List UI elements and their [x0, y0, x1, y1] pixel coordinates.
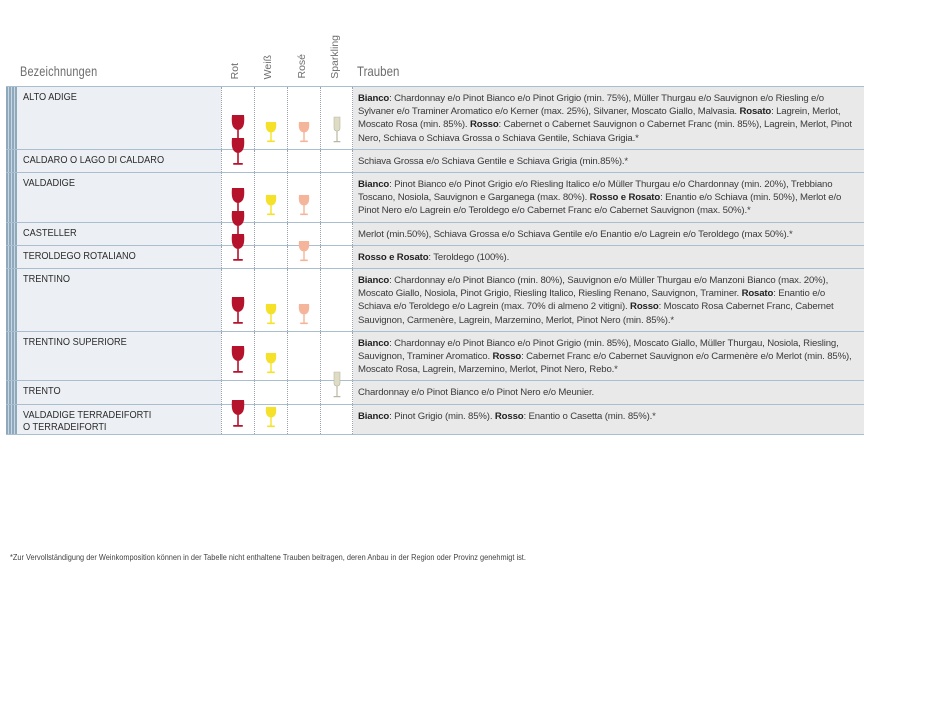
grapes-description [353, 246, 864, 268]
wine-type-label: Rosso e Rosato [589, 192, 661, 204]
cell-rose [287, 405, 320, 434]
appellation-name-line: TRENTINO [23, 274, 71, 286]
row-stripe [6, 87, 17, 149]
grapes-description [353, 87, 864, 149]
header-bezeichnungen: Bezeichnungen [20, 63, 98, 79]
wine-type-label: Bianco [358, 179, 390, 191]
cell-sparkling [320, 173, 353, 222]
appellation-name [17, 173, 221, 222]
cell-sparkling [320, 381, 353, 403]
appellation-name-line: VALDADIGE TERRADEIFORTI [23, 409, 152, 421]
wine-table [6, 86, 864, 435]
cell-sparkling [320, 150, 353, 172]
appellation-name [17, 269, 221, 331]
wine-type-label: Bianco [358, 275, 390, 287]
row-stripe [6, 173, 17, 222]
wine-type-label: Bianco [358, 410, 390, 422]
grape-text: Chardonnay e/o Pinot Bianco e/o Pinot Nero e/o Meunier. [358, 387, 595, 399]
row-stripe [6, 246, 17, 268]
table-row [6, 223, 864, 246]
grapes-description [353, 173, 864, 222]
grape-text: : Cabernet Franc e/o Cabernet Sauvignon e/o Carmenère e/o Merlot (min. 85%), Moscato Rosa, Lagrein, Marzemino, Merlot, Pinot Nero, Rebo.* [358, 351, 852, 376]
cell-weiss [254, 405, 287, 434]
cell-rose [287, 150, 320, 172]
appellation-name-line: VALDADIGE [23, 178, 75, 190]
cell-sparkling [320, 87, 353, 149]
table-row [6, 173, 864, 223]
table-row [6, 150, 864, 173]
row-stripe [6, 150, 17, 172]
grape-text: : Cabernet o Cabernet Sauvignon o Cabernet Franc (min. 85%), Lagrein, Merlot, Pinot Nero, Schiava o Schiava Grossa o Schiava Gentile, Schiava Grigia.* [358, 119, 852, 144]
appellation-name [17, 150, 221, 172]
footnote: *Zur Vervollständigung der Weinkomposition können in der Tabelle nicht enthaltene Trauben beitragen, deren Anbau in der Region oder Provinz genehmigt ist. [10, 553, 526, 562]
grape-text: : Moscato Rosa Cabernet Franc, Cabernet Sauvignon, Carmenère, Lagrein, Marzemino, Merlot, Pinot Nero (min. 85%).* [358, 301, 834, 326]
cell-sparkling [320, 223, 353, 245]
appellation-name-line: CASTELLER [23, 227, 77, 239]
grape-text: : Pinot Grigio (min. 85%). [389, 410, 495, 422]
appellation-name-line: O TERRADEIFORTI [23, 421, 107, 433]
appellation-name-line: CALDARO O LAGO DI CALDARO [23, 154, 165, 166]
appellation-name-line: ALTO ADIGE [23, 92, 77, 103]
appellation-name [17, 223, 221, 245]
grapes-description [353, 405, 864, 434]
rose-wine-glass-icon [297, 239, 311, 263]
cell-rot [221, 150, 254, 172]
cell-rose [287, 269, 320, 331]
grape-text: : Chardonnay e/o Pinot Bianco e/o Pinot Grigio (min. 75%), Müller Thurgau e/o Sauvignon e/o Riesling e/o Sylvaner e/o Traminer Aromatico e/o Kerner (max. 25%), Silvaner, Moscato Giallo, Malvasia. [358, 93, 824, 118]
table-row [6, 405, 864, 435]
rot-wine-glass-icon [230, 137, 246, 167]
rose-wine-glass-icon [297, 193, 311, 217]
grape-text: : Chardonnay e/o Pinot Bianco (min. 80%), Sauvignon e/o Müller Thurgau e/o Manzoni Bianco (max. 20%), Moscato Giallo, Nosiola, Pinot Grigio, Riesling Italico, Riesling Renano, Sauvignon, Traminer. [358, 275, 829, 300]
cell-rot [221, 405, 254, 434]
appellation-name [17, 405, 221, 434]
table-row [6, 86, 864, 150]
grape-text: : Enantio e/o Schiava e/o Teroldego e/o Lagrein (max. 70% di almeno 2 vitigni). [358, 288, 826, 313]
weiss-wine-glass-icon [264, 193, 278, 217]
grape-text: Schiava Grossa e/o Schiava Gentile e Schiava Grigia (min.85%).* [358, 155, 628, 167]
table-row [6, 332, 864, 382]
cell-rot [221, 246, 254, 268]
sparkling-wine-glass-icon [332, 116, 342, 144]
weiss-wine-glass-icon [264, 120, 278, 144]
cell-weiss [254, 150, 287, 172]
header-rose: Rosé [296, 54, 308, 79]
table-row [6, 246, 864, 269]
grapes-description [353, 332, 864, 381]
grapes-description [353, 150, 864, 172]
cell-weiss [254, 87, 287, 149]
appellation-name-line: TEROLDEGO ROTALIANO [23, 250, 136, 262]
wine-type-label: Rosso [469, 119, 499, 131]
wine-type-label: Rosato [741, 288, 774, 300]
cell-weiss [254, 332, 287, 381]
cell-weiss [254, 173, 287, 222]
appellation-name [17, 332, 221, 381]
weiss-wine-glass-icon [264, 302, 278, 326]
header-sparkling: Sparkling [329, 35, 341, 79]
rose-wine-glass-icon [297, 120, 311, 144]
header-trauben: Trauben [357, 63, 400, 79]
cell-rose [287, 173, 320, 222]
cell-weiss [254, 246, 287, 268]
rot-wine-glass-icon [230, 233, 246, 263]
grape-text: : Enantio o Casetta (min. 85%).* [523, 410, 656, 422]
grapes-description [353, 269, 864, 331]
sparkling-wine-glass-icon [332, 371, 342, 399]
cell-sparkling [320, 269, 353, 331]
cell-rot [221, 269, 254, 331]
cell-rot [221, 332, 254, 381]
row-stripe [6, 332, 17, 381]
header-rot: Rot [229, 62, 241, 79]
appellation-name [17, 381, 221, 403]
grapes-description [353, 223, 864, 245]
cell-weiss [254, 381, 287, 403]
grape-text: Merlot (min.50%), Schiava Grossa e/o Schiava Gentile e/o Enantio e/o Lagrein e/o Teroldego (max 50%).* [358, 228, 793, 240]
grape-text: : Teroldego (100%). [428, 251, 510, 263]
row-stripe [6, 405, 17, 434]
grape-text: : Chardonnay e/o Pinot Bianco e/o Pinot Grigio (min. 85%), Moscato Giallo, Müller Thurgau, Nosiola, Riesling, Sauvignon, Traminer Aromatico. [358, 337, 839, 363]
wine-type-label: Rosso e Rosato [358, 251, 429, 263]
appellation-name [17, 246, 221, 268]
table-row [6, 381, 864, 404]
cell-rose [287, 332, 320, 381]
weiss-wine-glass-icon [264, 405, 278, 429]
grape-text: : Lagrein, Merlot, Moscato Rosa (min. 85%). [358, 106, 841, 131]
rose-wine-glass-icon [297, 302, 311, 326]
appellation-name-line: TRENTINO SUPERIORE [23, 336, 127, 348]
cell-sparkling [320, 246, 353, 268]
header-weiss: Weiß [262, 54, 274, 79]
rot-wine-glass-icon [230, 399, 246, 429]
wine-type-label: Rosso [494, 410, 524, 422]
cell-rose [287, 381, 320, 403]
appellation-name-line: TRENTO [23, 386, 61, 398]
grape-text: : Pinot Bianco e/o Pinot Grigio e/o Riesling Italico e/o Müller Thurgau e/o Chardonnay (min. 20%), Trebbiano Toscano, Nosiola, Sauvignon e Garganega (max. 80%). [358, 179, 833, 204]
table-row [6, 269, 864, 332]
wine-type-label: Rosso [630, 301, 659, 313]
cell-weiss [254, 269, 287, 331]
rot-wine-glass-icon [230, 345, 246, 375]
rot-wine-glass-icon [230, 296, 246, 326]
wine-type-label: Bianco [358, 93, 390, 104]
wine-type-label: Rosato [739, 106, 772, 118]
weiss-wine-glass-icon [264, 351, 278, 375]
row-stripe [6, 269, 17, 331]
wine-type-label: Rosso [492, 351, 522, 363]
wine-type-label: Bianco [358, 337, 390, 349]
grapes-description [353, 381, 864, 403]
appellation-name [17, 87, 221, 149]
grape-text: : Enantio e/o Schiava (min. 50%), Merlot e/o Pinot Nero e/o Lagrein e/o Teroldego e/o Cabernet Franc e/o Cabernet Sauvignon (max. 50%).* [358, 192, 842, 217]
cell-rose [287, 246, 320, 268]
cell-rose [287, 87, 320, 149]
row-stripe [6, 381, 17, 403]
row-stripe [6, 223, 17, 245]
cell-sparkling [320, 405, 353, 434]
cell-weiss [254, 223, 287, 245]
